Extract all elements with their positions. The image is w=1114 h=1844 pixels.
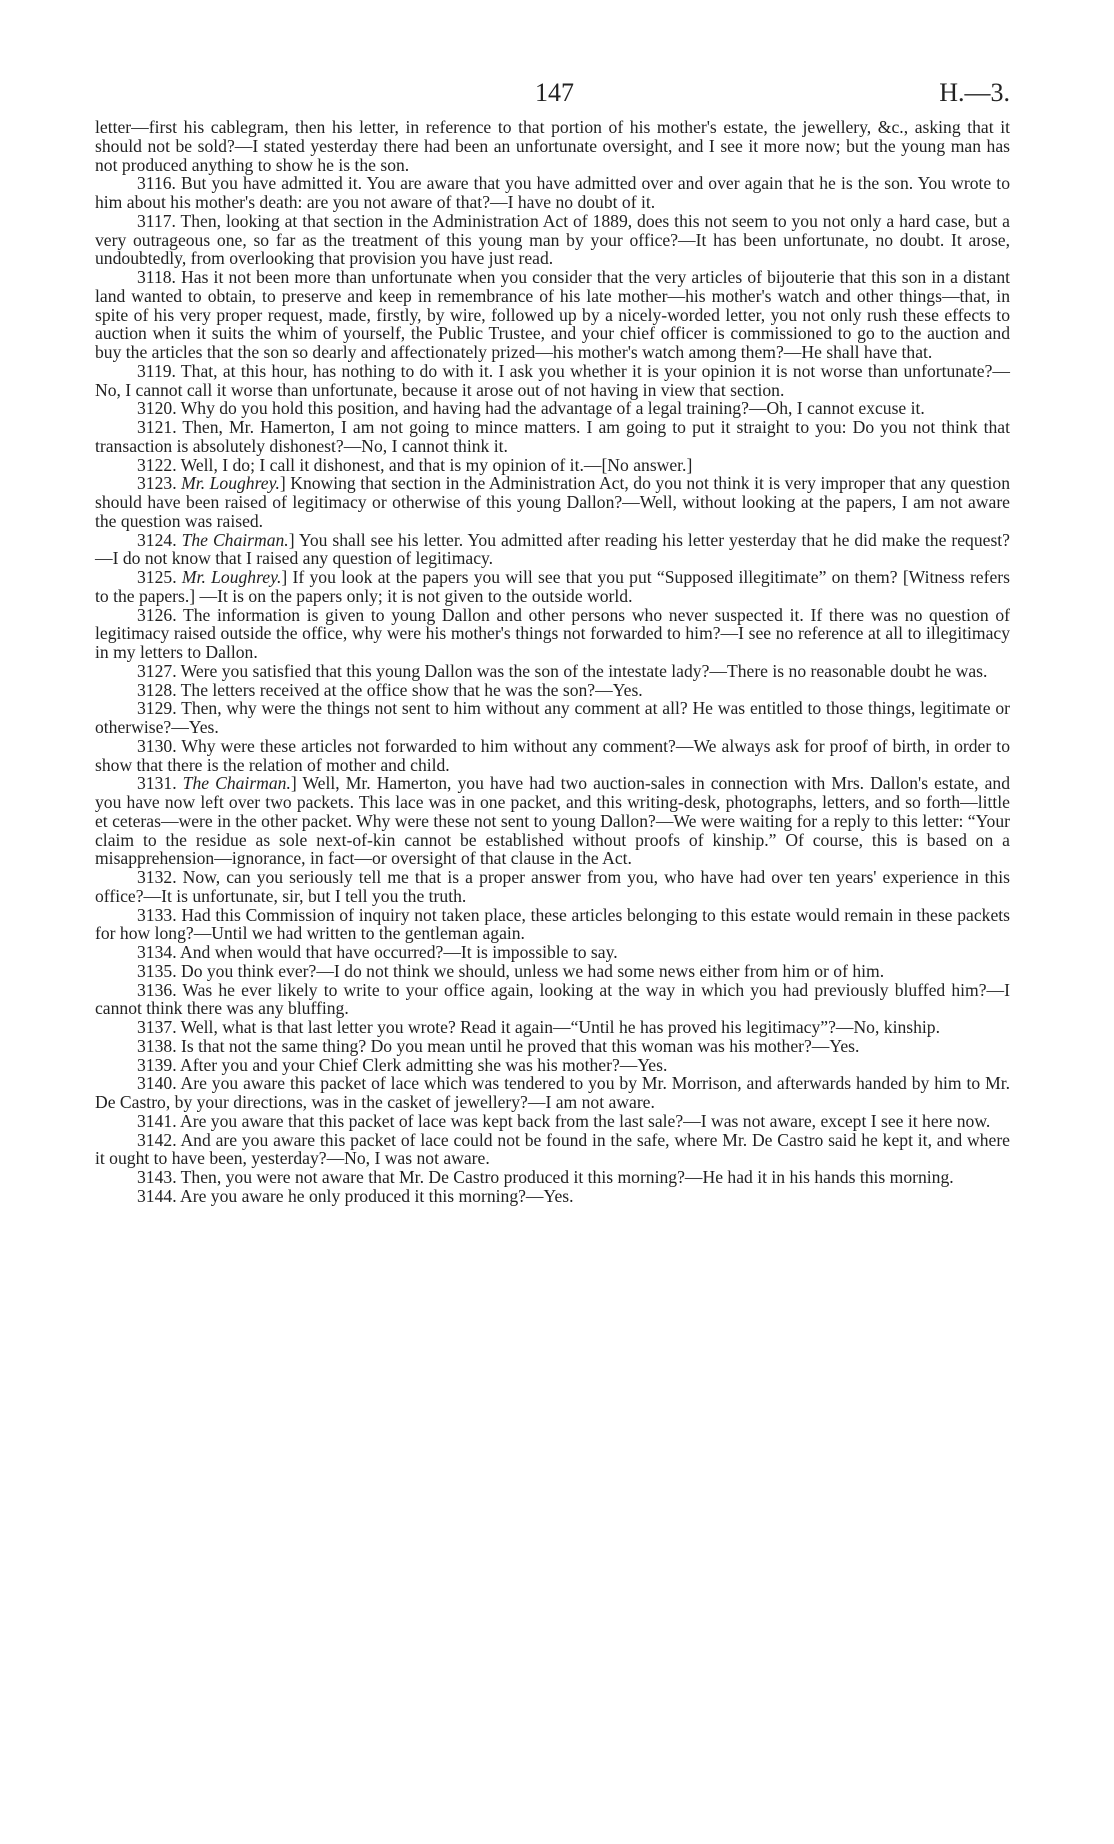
paragraph: 3116. But you have admitted it. You are aware that you have admitted over and over again that he is the son. You wrote to him about his mother's death: are you not aware of that?—I have no doubt of it. [95, 173, 1010, 212]
paragraph: 3119. That, at this hour, has nothing to do with it. I ask you whether it is your opinion it is not worse than unfortunate?—No, I cannot call it worse than unfortunate, because it arose out of not having in view that section. [95, 360, 1010, 400]
question-number: 3131. [137, 773, 177, 794]
paragraph: 3136. Was he ever likely to write to your office again, looking at the way in which you had previously bluffed him?—I cannot think there was any bluffing. [95, 979, 1010, 1019]
testimony-body [95, 118, 1010, 1206]
paragraph [95, 474, 1010, 530]
document-page [95, 78, 1010, 1206]
question-number: 3123. [137, 473, 177, 494]
paragraph [95, 568, 1010, 606]
question-number: 3124. [137, 529, 177, 550]
speaker-name: The Chairman. [181, 529, 289, 550]
paragraph: 3143. Then, you were not aware that Mr. De Castro produced it this morning?—He had it in his hands this morning. [137, 1167, 954, 1187]
paragraph: 3135. Do you think ever?—I do not think we should, unless we had some news either from him or of him. [137, 960, 885, 981]
paragraph: 3121. Then, Mr. Hamerton, I am not going to mince matters. I am going to put it straight to you: Do you not think that transaction is absolutely dishonest?—No, I cannot think it. [95, 417, 1010, 456]
paragraph: 3120. Why do you hold this position, and having had the advantage of a legal training?—Oh, I cannot excuse it. [137, 398, 925, 419]
paragraph: 3126. The information is given to young Dallon and other persons who never suspected it. If there was no question of legitimacy raised outside the office, why were his mother's things not forwarded to him?—I see no reference at all to illegitimacy in my letters to Dallon. [95, 604, 1010, 662]
paragraph: 3139. After you and your Chief Clerk admitting she was his mother?—Yes. [137, 1054, 668, 1075]
speaker-name: The Chairman. [182, 773, 291, 794]
paragraph [95, 774, 1010, 868]
paragraph: 3129. Then, why were the things not sent to him without any comment at all? He was entitled to those things, legitimate or otherwise?—Yes. [95, 698, 1010, 737]
paragraph: 3134. And when would that have occurred?—It is impossible to say. [137, 942, 618, 962]
paragraph: 3117. Then, looking at that section in the Administration Act of 1889, does this not seem to you not only a hard case, but a very outrageous one, so far as the treatment of this young man by your office?—It has been unfortunate, no doubt. It arose, undoubtedly, from overlooking that provision you have just read. [95, 210, 1010, 269]
paragraph: 3118. Has it not been more than unfortunate when you consider that the very articles of bijouterie that this son in a distant land wanted to obtain, to preserve and keep in remembrance of his late mother—his mother's watch and other things—that, in spite of his very proper request, made, firstly, by wire, followed up by a nicely-worded letter, you not only rush these effects to auction when it suits the whim of yourself, the Public Trustee, and your chief officer is commissioned to go to the auction and buy the articles that the son so dearly and affectionately prized—his mother's watch among them?—He shall have that. [95, 267, 1010, 362]
question-number: 3125. [137, 567, 177, 587]
speaker-name: Mr. Loughrey. [181, 567, 282, 587]
paragraph: 3141. Are you aware that this packet of lace was kept back from the last sale?—I was not aware, except I see it here now. [137, 1110, 991, 1131]
paragraph-text: ] Knowing that section in the Administration Act, do you not think it is very improper that any question should have been raised of legitimacy or otherwise of this young Dallon?—Well, without looking at the papers, I am not aware the question was raised. [95, 473, 1010, 531]
paragraph: 3132. Now, can you seriously tell me that is a proper answer from you, who have had over ten years' experience in this office?—It is unfortunate, sir, but I tell you the truth. [95, 867, 1010, 906]
page-number: 147 [535, 78, 574, 107]
paragraph-text: ] If you look at the papers you will see that you put “Supposed illegitimate” on them? [Witness refers to the papers.] —It is on the papers only; it is not given to the outside world. [95, 567, 1010, 606]
paragraph: 3128. The letters received at the office show that he was the son?—Yes. [137, 679, 643, 700]
paragraph: 3144. Are you aware he only produced it this morning?—Yes. [137, 1185, 574, 1206]
paragraph: 3138. Is that not the same thing? Do you mean until he proved that this woman was his mother?—Yes. [137, 1035, 860, 1056]
paragraph: 3122. Well, I do; I call it dishonest, and that is my opinion of it.—[No answer.] [137, 454, 693, 475]
paragraph: 3133. Had this Commission of inquiry not taken place, these articles belonging to this estate would remain in these packets for how long?—Until we had written to the gentleman again. [95, 904, 1010, 944]
paragraph-text: ] Well, Mr. Hamerton, you have had two auction-sales in connection with Mrs. Dallon's estate, and you have now left over two packets. This lace was in one packet, and this writing-desk, photographs, letters, and so forth—little et ceteras—were in the other packet. Why were these not sent to young Dallon?—We were waiting for a reply to this letter: “Your claim to the residue as sole next-of-kin cannot be established without proofs of kinship.” Of course, this is based on a misapprehension—ignorance, in fact—or oversight of that clause in the Act. [95, 773, 1010, 869]
document-id: H.—3. [939, 78, 1010, 107]
paragraph: 3130. Why were these articles not forwarded to him without any comment?—We always ask for proof of birth, in order to show that there is the relation of mother and child. [95, 735, 1010, 775]
page-header [95, 78, 1010, 118]
paragraph-text: ] You shall see his letter. You admitted after reading his letter yesterday that he did make the request?—I do not know that I raised any question of legitimacy. [95, 529, 1010, 569]
speaker-name: Mr. Loughrey. [181, 473, 280, 494]
paragraph [95, 531, 1010, 569]
paragraph: 3127. Were you satisfied that this young Dallon was the son of the intestate lady?—There is no reasonable doubt he was. [137, 660, 988, 681]
paragraph: 3142. And are you aware this packet of lace could not be found in the safe, where Mr. De Castro said he kept it, and where it ought to have been, yesterday?—No, I was not aware. [95, 1129, 1010, 1169]
paragraph: letter—first his cablegram, then his letter, in reference to that portion of his mother's estate, the jewellery, &c., asking that it should not be sold?—I stated yesterday there had been an unfortunate oversight, and I see it more now; but the young man has not produced anything to show he is the son. [95, 117, 1010, 175]
paragraph: 3140. Are you aware this packet of lace which was tendered to you by Mr. Morrison, and afterwards handed by him to Mr. De Castro, by your directions, was in the casket of jewellery?—I am not aware. [95, 1073, 1010, 1112]
paragraph: 3137. Well, what is that last letter you wrote? Read it again—“Until he has proved his legitimacy”?—No, kinship. [137, 1017, 940, 1037]
